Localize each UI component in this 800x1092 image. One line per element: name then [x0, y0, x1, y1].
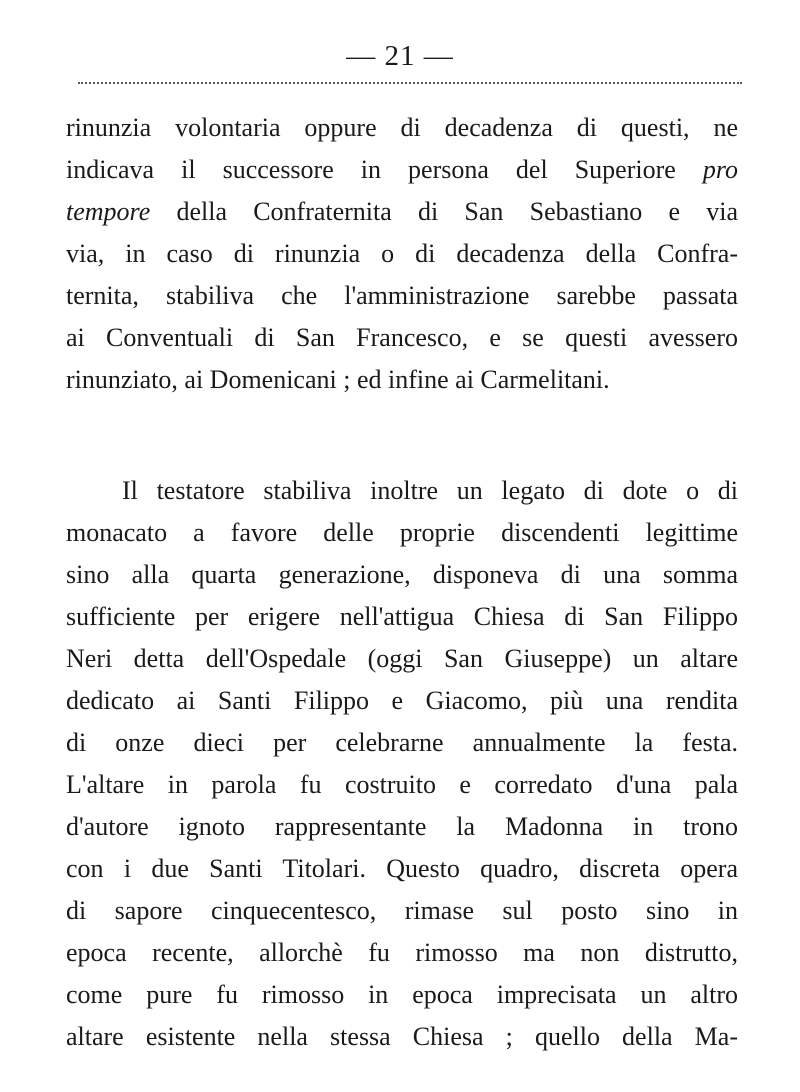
text-line: di sapore cinquecentesco, rimase sul posto sino in: [66, 896, 738, 925]
text-line: [66, 149, 738, 191]
paragraph-2: [66, 470, 738, 1058]
paragraph-1: [66, 107, 738, 401]
text-line: Il testatore stabiliva inoltre un legato di dote o di: [122, 476, 738, 505]
page-number: — 21 —: [346, 40, 454, 72]
italic-term: pro: [702, 155, 738, 184]
text-line: dedicato ai Santi Filippo e Giacomo, più una rendita: [66, 686, 738, 715]
text-line: come pure fu rimosso in epoca imprecisata un altro: [66, 980, 738, 1009]
text-line: altare esistente nella stessa Chiesa ; quello della Ma-: [66, 1022, 738, 1051]
text-line: via, in caso di rinunzia o di decadenza della Confra-: [66, 239, 738, 268]
text-line: con i due Santi Titolari. Questo quadro, discreta opera: [66, 854, 738, 883]
text-line: rinunziato, ai Domenicani ; ed infine ai Carmelitani.: [66, 365, 610, 394]
italic-term: tempore: [66, 197, 151, 226]
text-line: monacato a favore delle proprie discendenti legittime: [66, 518, 738, 547]
text-line: d'autore ignoto rappresentante la Madonna in trono: [66, 812, 738, 841]
text-line: epoca recente, allorchè fu rimosso ma non distrutto,: [66, 938, 738, 967]
text-line: Neri detta dell'Ospedale (oggi San Giuseppe) un altare: [66, 644, 738, 673]
text-line: ai Conventuali di San Francesco, e se questi avessero: [66, 323, 738, 352]
text-line: sufficiente per erigere nell'attigua Chiesa di San Filippo: [66, 602, 738, 631]
text-line: rinunzia volontaria oppure di decadenza di questi, ne: [66, 113, 738, 142]
text-line: ternita, stabiliva che l'amministrazione sarebbe passata: [66, 281, 738, 310]
text-line: sino alla quarta generazione, disponeva di una somma: [66, 560, 738, 589]
text-line: di onze dieci per celebrarne annualmente la festa.: [66, 728, 738, 757]
text-line: [66, 191, 738, 233]
text-line: L'altare in parola fu costruito e corredato d'una pala: [66, 770, 738, 799]
header-dotted-rule: [78, 82, 742, 84]
text-fragment: indicava il successore in persona del Superiore: [66, 155, 703, 184]
text-fragment: della Confraternita di San Sebastiano e via: [176, 197, 739, 226]
